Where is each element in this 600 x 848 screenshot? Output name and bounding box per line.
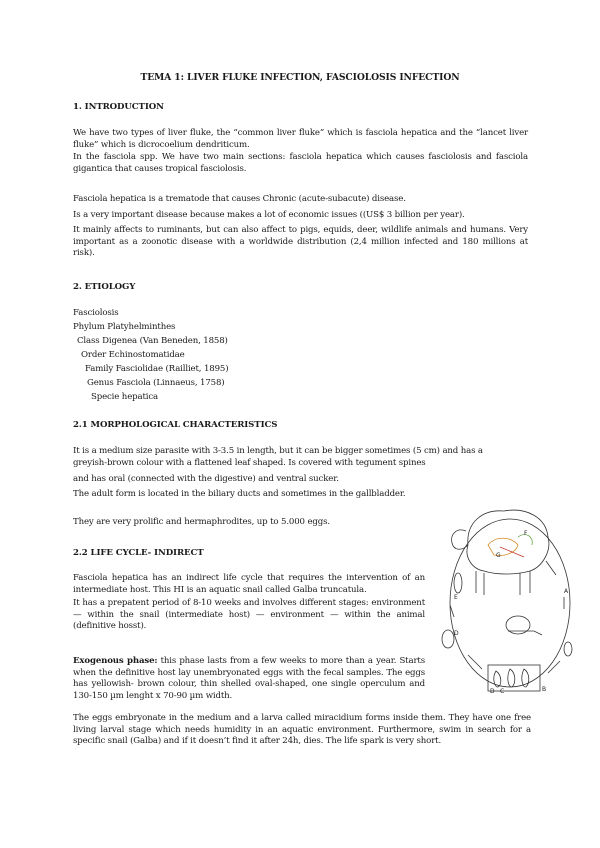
- morphology-paragraph-4: The adult form is located in the biliary ducts and sometimes in the gallbladder.: [73, 489, 406, 499]
- egg: [564, 642, 572, 656]
- figure-label-c: C: [500, 688, 505, 695]
- taxonomy-line: Phylum Platyhelminthes: [73, 322, 176, 332]
- life-cycle-figure: [438, 497, 574, 697]
- taxonomy-line: Specie hepatica: [91, 392, 158, 402]
- taxonomy-line: Fasciolosis: [73, 308, 119, 318]
- intro-paragraph-2: In the fasciola spp. We have two main sections: fasciola hepatica which causes fasciolosis and fasciola gigantica that causes tropical fasciolosis.: [73, 152, 528, 174]
- document-title: TEMA 1: LIVER FLUKE INFECTION, FASCIOLOSIS INFECTION: [140, 72, 460, 83]
- adult-fluke: [454, 573, 462, 593]
- taxonomy-line: Class Digenea (Van Beneden, 1858): [77, 336, 228, 346]
- figure-label-g: G: [496, 552, 501, 559]
- figure-label-f: F: [524, 530, 528, 537]
- intro-paragraph-4: Is a very important disease because makes a lot of economic issues ((US$ 3 billion per year).: [73, 210, 465, 220]
- figure-label-d-left: D: [454, 630, 459, 637]
- life-cycle-paragraph-2: It has a prepatent period of 8-10 weeks and involves different stages: environment — within the snail (intermediate host) — environment — within the animal (definitive hosst).: [73, 598, 425, 632]
- section-heading-life-cycle: 2.2 LIFE CYCLE- INDIRECT: [73, 548, 204, 558]
- figure-label-d-bottom: D: [490, 688, 495, 695]
- exogenous-phase-paragraph: [73, 656, 425, 702]
- figure-label-a: A: [564, 588, 569, 595]
- life-cycle-paragraph-4: The eggs embryonate in the medium and a larva called miracidium forms inside them. They have one free living larval stage which needs humidity in an aquatic environment. Furthermore, swim in search for a specific snail (Galba) and if it doesn’t find it after 24h, dies. The life spark is very short.: [73, 713, 531, 747]
- intro-paragraph-1: We have two types of liver fluke, the “common liver fluke” which is fasciola hepatica and the “lancet liver fluke” which is dicrocoelium dendriticum.: [73, 128, 528, 150]
- taxonomy-line: Family Fasciolidae (Railliet, 1895): [85, 364, 229, 374]
- morphology-line-5: They are very prolific and hermaphrodites, up to 5.000 eggs.: [73, 517, 330, 527]
- section-heading-morphology: 2.1 MORPHOLOGICAL CHARACTERISTICS: [73, 420, 278, 430]
- morphology-line-1: It is a medium size parasite with 3-3.5 in length, but it can be bigger sometimes (5 cm) and has a: [73, 446, 483, 456]
- life-cycle-paragraph-1: Fasciola hepatica has an indirect life cycle that requires the intervention of an intermediate host. This HI is an aquatic snail called Galba truncatula.: [73, 573, 425, 595]
- exogenous-phase-text: this phase lasts from a few weeks to more than a year. Starts when the definitive host lay unembryonated eggs with the fecal samples. The eggs has yellowish- brown colour, thin shelled oval-shaped, one single operculum and 130-150 µm lenght x 70-90 µm width.: [73, 656, 425, 701]
- taxonomy-line: Genus Fasciola (Linnaeus, 1758): [87, 378, 225, 388]
- figure-label-e: E: [454, 594, 458, 601]
- larva-sporocyst: [494, 671, 501, 687]
- sheep-outline: [467, 510, 549, 595]
- cycle-arrow: [468, 655, 482, 669]
- metacercaria: [442, 630, 454, 648]
- section-heading-introduction: 1. INTRODUCTION: [73, 102, 164, 112]
- intro-paragraph-5: It mainly affects to ruminants, but can also affect to pigs, equids, deer, wildlife animals and humans. Very important as a zoonotic disease with a worldwide distribution (2,4 million infected and 180 millions at risk).: [73, 225, 528, 259]
- larva-redia: [508, 669, 515, 687]
- morphology-line-2: greyish-brown colour with a flattened leaf shaped. Is covered with tegument spines: [73, 458, 426, 468]
- figure-label-b: B: [542, 686, 547, 693]
- taxonomy-line: Order Echinostomatidae: [81, 350, 185, 360]
- intro-paragraph-3: Fasciola hepatica is a trematode that causes Chronic (acute-subacute) disease.: [73, 194, 406, 204]
- exogenous-phase-label: Exogenous phase:: [73, 656, 158, 666]
- cycle-arrow: [546, 561, 556, 575]
- section-heading-etiology: 2. ETIOLOGY: [73, 282, 136, 292]
- cycle-arrow: [548, 661, 560, 673]
- morphology-line-3: and has oral (connected with the digestive) and ventral sucker.: [73, 474, 339, 484]
